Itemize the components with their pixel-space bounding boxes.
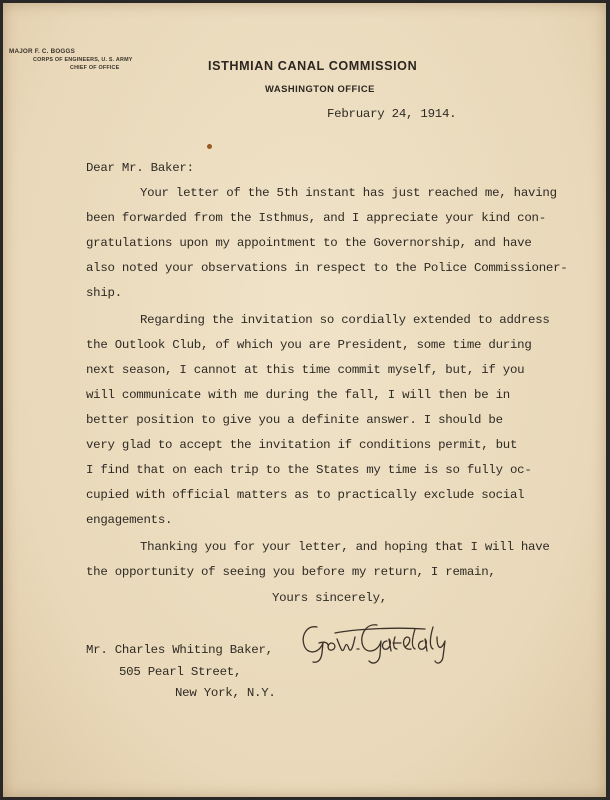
body-line: ship. xyxy=(86,286,122,300)
officer-role: CHIEF OF OFFICE xyxy=(70,65,120,71)
body-line: very glad to accept the invitation if conditions permit, but xyxy=(86,438,518,452)
body-line: I find that on each trip to the States my time is so fully oc- xyxy=(86,463,532,477)
letter-date: February 24, 1914. xyxy=(327,107,457,121)
body-line: next season, I cannot at this time commit myself, but, if you xyxy=(86,363,525,377)
body-line: Regarding the invitation so cordially extended to address xyxy=(140,313,550,327)
letterhead-subtitle: WASHINGTON OFFICE xyxy=(265,83,375,94)
body-line: also noted your observations in respect to the Police Commissioner- xyxy=(86,261,568,275)
body-line: Thanking you for your letter, and hoping that I will have xyxy=(140,540,550,554)
salutation: Dear Mr. Baker: xyxy=(86,161,194,175)
letter-sheet xyxy=(3,3,606,797)
body-line: gratulations upon my appointment to the Governorship, and have xyxy=(86,236,532,250)
ink-stain xyxy=(207,144,212,149)
body-line: better position to give you a definite answer. I should be xyxy=(86,413,503,427)
closing: Yours sincerely, xyxy=(272,591,387,605)
handwritten-signature-icon xyxy=(295,613,451,669)
recipient-street: 505 Pearl Street, xyxy=(119,665,242,679)
body-line: engagements. xyxy=(86,513,173,527)
body-line: been forwarded from the Isthmus, and I appreciate your kind con- xyxy=(86,211,546,225)
body-line: cupied with official matters as to practically exclude social xyxy=(86,488,525,502)
officer-corps: CORPS OF ENGINEERS, U. S. ARMY xyxy=(33,57,133,63)
body-line: the opportunity of seeing you before my return, I remain, xyxy=(86,565,496,579)
officer-name: MAJOR F. C. BOGGS xyxy=(9,48,76,55)
recipient-name: Mr. Charles Whiting Baker, xyxy=(86,643,273,657)
body-line: Your letter of the 5th instant has just reached me, having xyxy=(140,186,557,200)
recipient-city: New York, N.Y. xyxy=(175,686,276,700)
letterhead-title: ISTHMIAN CANAL COMMISSION xyxy=(208,59,418,73)
body-line: will communicate with me during the fall, I will then be in xyxy=(86,388,510,402)
body-line: the Outlook Club, of which you are President, some time during xyxy=(86,338,532,352)
